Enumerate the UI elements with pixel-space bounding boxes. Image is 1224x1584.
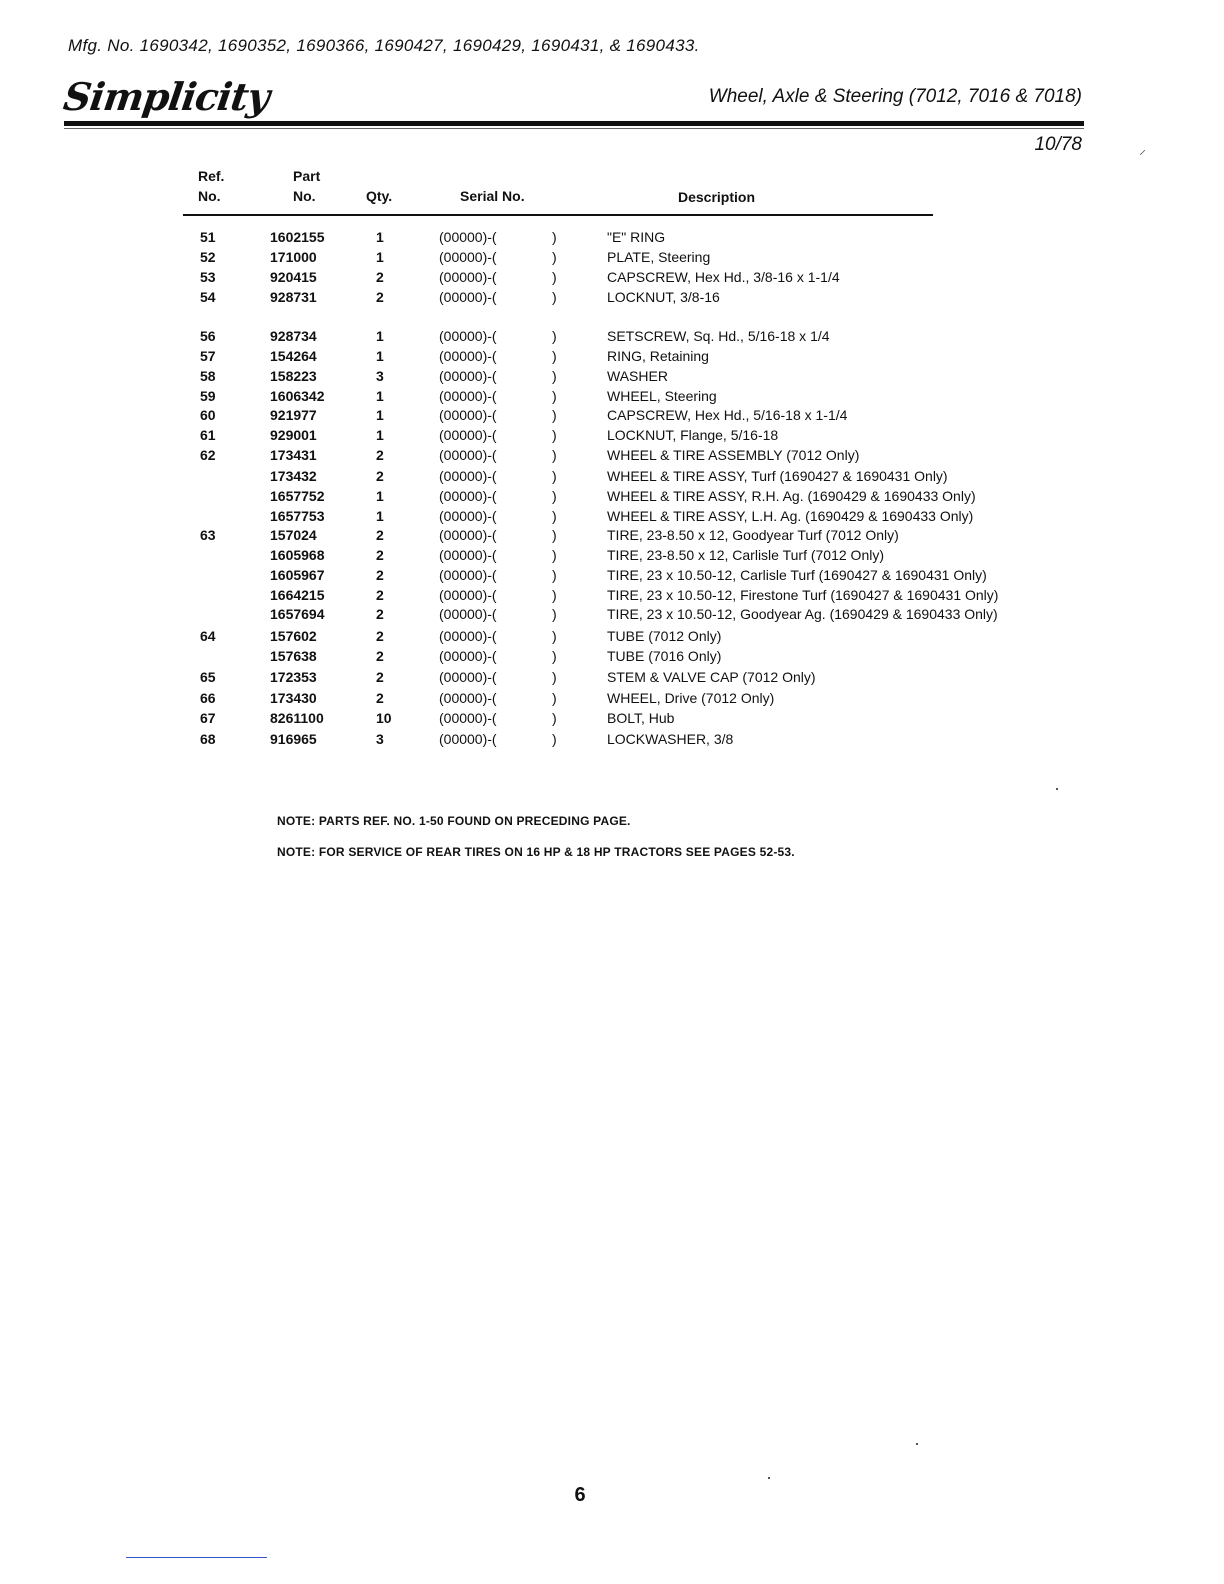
ref-cell: 54 [200,289,216,305]
description-cell: TIRE, 23 x 10.50-12, Firestone Turf (1690427 & 1690431 Only) [607,587,999,603]
serial-cell: (00000)-( [439,669,497,685]
part-number-cell: 173431 [270,447,317,463]
part-number-cell: 1657752 [270,488,325,504]
table-row [0,267,1224,287]
ref-cell: 57 [200,348,216,364]
qty-cell: 1 [376,508,384,524]
ref-cell: 60 [200,407,216,423]
description-cell: RING, Retaining [607,348,709,364]
ref-cell: 59 [200,388,216,404]
table-row [0,425,1224,445]
serial-cell: (00000)-( [439,289,497,305]
ref-cell: 66 [200,690,216,706]
part-number-cell: 157602 [270,628,317,644]
ref-cell: 53 [200,269,216,285]
scan-speck [916,1443,918,1445]
serial-cell: (00000)-( [439,731,497,747]
revision-date: 10/78 [1034,134,1082,155]
description-cell: TIRE, 23 x 10.50-12, Carlisle Turf (1690427 & 1690431 Only) [607,567,987,583]
description-cell: LOCKNUT, Flange, 5/16-18 [607,427,779,443]
part-number-cell: 928731 [270,289,317,305]
serial-close-cell: ) [552,547,557,563]
qty-cell: 2 [376,628,384,644]
table-row [0,346,1224,366]
serial-close-cell: ) [552,606,557,622]
ref-cell: 58 [200,368,216,384]
serial-cell: (00000)-( [439,587,497,603]
serial-cell: (00000)-( [439,328,497,344]
bottom-link-line [126,1557,267,1558]
table-row [0,585,1224,605]
serial-close-cell: ) [552,289,557,305]
serial-cell: (00000)-( [439,388,497,404]
scan-speck [768,1477,770,1479]
header-rule [64,121,1084,126]
col-part-line2: No. [293,188,316,204]
qty-cell: 3 [376,731,384,747]
part-number-cell: 1605968 [270,547,325,563]
table-row [0,466,1224,486]
table-row [0,626,1224,646]
part-number-cell: 916965 [270,731,317,747]
part-number-cell: 158223 [270,368,317,384]
ref-cell: 52 [200,249,216,265]
description-cell: CAPSCREW, Hex Hd., 3/8-16 x 1-1/4 [607,269,840,285]
description-cell: WHEEL, Drive (7012 Only) [607,690,775,706]
col-ref-line2: No. [198,188,221,204]
table-row [0,565,1224,585]
part-number-cell: 1602155 [270,229,325,245]
qty-cell: 2 [376,269,384,285]
description-cell: TIRE, 23-8.50 x 12, Goodyear Turf (7012 Only) [607,527,899,543]
description-cell: WHEEL & TIRE ASSY, L.H. Ag. (1690429 & 1690433 Only) [607,508,974,524]
table-row [0,604,1224,624]
serial-close-cell: ) [552,407,557,423]
table-row [0,287,1224,307]
serial-cell: (00000)-( [439,628,497,644]
col-ref-line1: Ref. [198,168,225,184]
part-number-cell: 929001 [270,427,317,443]
serial-cell: (00000)-( [439,229,497,245]
ref-cell: 68 [200,731,216,747]
table-row [0,326,1224,346]
qty-cell: 1 [376,249,384,265]
table-row [0,506,1224,526]
serial-close-cell: ) [552,488,557,504]
table-row [0,646,1224,666]
header-rule-thin [64,128,1084,129]
col-part-header [293,166,320,206]
brand-logo: Simplicity [60,74,272,119]
serial-cell: (00000)-( [439,368,497,384]
serial-close-cell: ) [552,527,557,543]
qty-cell: 1 [376,488,384,504]
serial-cell: (00000)-( [439,348,497,364]
part-number-cell: 1657753 [270,508,325,524]
serial-cell: (00000)-( [439,488,497,504]
part-number-cell: 8261100 [270,710,324,726]
note-preceding-page: NOTE: PARTS REF. NO. 1-50 FOUND ON PRECEDING PAGE. [277,814,631,828]
serial-close-cell: ) [552,328,557,344]
ref-cell: 64 [200,628,216,644]
serial-close-cell: ) [552,388,557,404]
serial-cell: (00000)-( [439,468,497,484]
qty-cell: 2 [376,567,384,583]
serial-close-cell: ) [552,731,557,747]
section-title: Wheel, Axle & Steering (7012, 7016 & 7018) [708,86,1082,107]
note-rear-tires: NOTE: FOR SERVICE OF REAR TIRES ON 16 HP & 18 HP TRACTORS SEE PAGES 52-53. [277,845,795,859]
ref-cell: 61 [200,427,216,443]
serial-close-cell: ) [552,648,557,664]
description-cell: LOCKNUT, 3/8-16 [607,289,720,305]
serial-cell: (00000)-( [439,690,497,706]
serial-close-cell: ) [552,447,557,463]
qty-cell: 2 [376,648,384,664]
description-cell: WHEEL & TIRE ASSY, Turf (1690427 & 1690431 Only) [607,468,948,484]
serial-close-cell: ) [552,508,557,524]
table-row [0,247,1224,267]
qty-cell: 1 [376,427,384,443]
qty-cell: 3 [376,368,384,384]
serial-close-cell: ) [552,628,557,644]
serial-close-cell: ) [552,669,557,685]
serial-close-cell: ) [552,567,557,583]
qty-cell: 2 [376,690,384,706]
serial-cell: (00000)-( [439,567,497,583]
serial-cell: (00000)-( [439,407,497,423]
part-number-cell: 1605967 [270,567,325,583]
serial-close-cell: ) [552,427,557,443]
scan-mark: ⸝ [1139,141,1146,157]
table-row [0,545,1224,565]
part-number-cell: 1664215 [270,587,325,603]
qty-cell: 2 [376,547,384,563]
serial-cell: (00000)-( [439,447,497,463]
qty-cell: 2 [376,527,384,543]
serial-close-cell: ) [552,368,557,384]
description-cell: LOCKWASHER, 3/8 [607,731,734,747]
table-row [0,525,1224,545]
col-serial-header: Serial No. [460,188,525,204]
description-cell: WHEEL & TIRE ASSEMBLY (7012 Only) [607,447,860,463]
serial-cell: (00000)-( [439,249,497,265]
part-number-cell: 157024 [270,527,317,543]
header-underline [183,214,933,216]
serial-cell: (00000)-( [439,606,497,622]
qty-cell: 1 [376,328,384,344]
part-number-cell: 920415 [270,269,317,285]
serial-close-cell: ) [552,690,557,706]
qty-cell: 2 [376,669,384,685]
table-row [0,445,1224,465]
qty-cell: 1 [376,407,384,423]
part-number-cell: 173430 [270,690,317,706]
serial-close-cell: ) [552,249,557,265]
page-number: 6 [574,1484,586,1506]
ref-cell: 63 [200,527,216,543]
qty-cell: 2 [376,447,384,463]
qty-cell: 10 [376,710,392,726]
part-number-cell: 928734 [270,328,317,344]
serial-cell: (00000)-( [439,427,497,443]
table-row [0,366,1224,386]
serial-close-cell: ) [552,348,557,364]
qty-cell: 1 [376,388,384,404]
description-cell: TIRE, 23 x 10.50-12, Goodyear Ag. (1690429 & 1690433 Only) [607,606,998,622]
table-row [0,486,1224,506]
ref-cell: 51 [200,229,216,245]
serial-close-cell: ) [552,710,557,726]
table-row [0,227,1224,247]
serial-close-cell: ) [552,587,557,603]
qty-cell: 2 [376,289,384,305]
description-cell: CAPSCREW, Hex Hd., 5/16-18 x 1-1/4 [607,407,848,423]
description-cell: PLATE, Steering [607,249,711,265]
qty-cell: 2 [376,587,384,603]
col-ref-header [198,166,224,206]
table-row [0,729,1224,749]
ref-cell: 67 [200,710,216,726]
part-number-cell: 172353 [270,669,317,685]
description-cell: STEM & VALVE CAP (7012 Only) [607,669,816,685]
qty-cell: 2 [376,468,384,484]
col-qty-header: Qty. [366,188,393,204]
qty-cell: 1 [376,229,384,245]
description-cell: SETSCREW, Sq. Hd., 5/16-18 x 1/4 [607,328,830,344]
serial-cell: (00000)-( [439,508,497,524]
description-cell: TUBE (7016 Only) [607,648,722,664]
part-number-cell: 154264 [270,348,317,364]
col-part-line1: Part [293,168,321,184]
description-cell: TIRE, 23-8.50 x 12, Carlisle Turf (7012 Only) [607,547,884,563]
qty-cell: 2 [376,606,384,622]
table-row [0,405,1224,425]
part-number-cell: 1606342 [270,388,325,404]
serial-cell: (00000)-( [439,648,497,664]
description-cell: WHEEL, Steering [607,388,717,404]
part-number-cell: 171000 [270,249,317,265]
ref-cell: 65 [200,669,216,685]
mfg-numbers: Mfg. No. 1690342, 1690352, 1690366, 1690427, 1690429, 1690431, & 1690433. [68,36,700,55]
serial-cell: (00000)-( [439,269,497,285]
serial-close-cell: ) [552,229,557,245]
description-cell: "E" RING [607,229,666,245]
table-row [0,667,1224,687]
scan-speck [1056,788,1058,790]
qty-cell: 1 [376,348,384,364]
part-number-cell: 1657694 [270,606,325,622]
part-number-cell: 157638 [270,648,317,664]
part-number-cell: 173432 [270,468,317,484]
ref-cell: 62 [200,447,216,463]
table-row [0,688,1224,708]
part-number-cell: 921977 [270,407,317,423]
col-description-header: Description [678,189,756,205]
description-cell: WASHER [607,368,668,384]
serial-cell: (00000)-( [439,710,497,726]
description-cell: BOLT, Hub [607,710,675,726]
serial-close-cell: ) [552,269,557,285]
description-cell: TUBE (7012 Only) [607,628,722,644]
serial-cell: (00000)-( [439,527,497,543]
serial-close-cell: ) [552,468,557,484]
serial-cell: (00000)-( [439,547,497,563]
table-row [0,386,1224,406]
description-cell: WHEEL & TIRE ASSY, R.H. Ag. (1690429 & 1690433 Only) [607,488,976,504]
table-row [0,708,1224,728]
ref-cell: 56 [200,328,216,344]
